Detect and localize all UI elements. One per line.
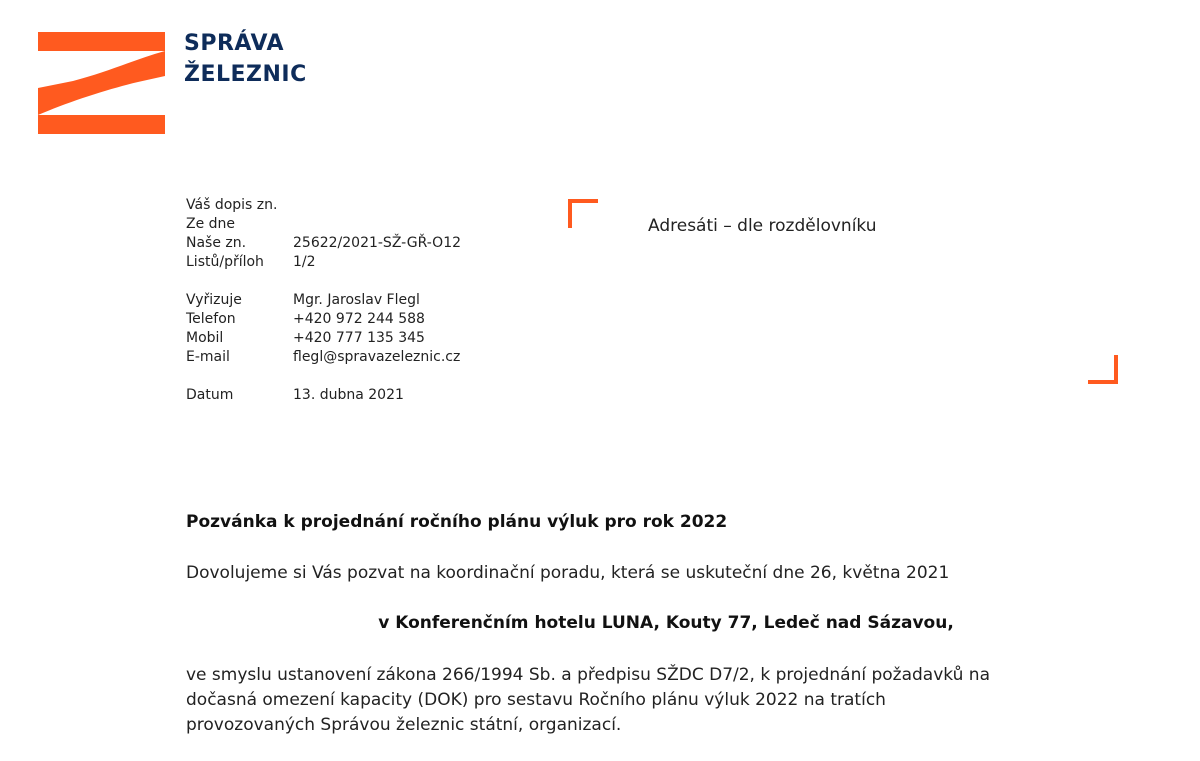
company-logo-text xyxy=(184,28,307,90)
meta-row-date-of xyxy=(186,215,461,234)
meta-label: Datum xyxy=(186,387,234,403)
brand-line-1: SPRÁVA xyxy=(184,31,285,56)
meta-value: 1/2 xyxy=(293,254,316,270)
meta-row-phone xyxy=(186,310,461,329)
meta-spacer xyxy=(186,272,461,291)
meta-row-our-ref xyxy=(186,234,461,253)
meta-label: Ze dne xyxy=(186,216,236,232)
meta-label: Váš dopis zn. xyxy=(186,197,278,213)
reference-block xyxy=(186,196,461,405)
meta-value: +420 777 135 345 xyxy=(293,330,425,346)
meta-label: Vyřizuje xyxy=(186,292,242,308)
meta-spacer xyxy=(186,367,461,386)
meta-row-date xyxy=(186,386,461,405)
meta-row-mobile xyxy=(186,329,461,348)
brand-line-2: ŽELEZNIC xyxy=(184,62,307,87)
body-line: ve smyslu ustanovení zákona 266/1994 Sb. a předpisu SŽDC D7/2, k projednání požadavků na xyxy=(186,665,990,685)
meta-label: Naše zn. xyxy=(186,235,247,251)
letter-subject: Pozvánka k projednání ročního plánu výluk pro rok 2022 xyxy=(186,512,728,532)
meta-label: Listů/příloh xyxy=(186,254,264,270)
addressee: Adresáti – dle rozdělovníku xyxy=(648,216,877,236)
meta-row-your-ref xyxy=(186,196,461,215)
address-window-top-left-corner xyxy=(568,199,598,228)
meta-value: +420 972 244 588 xyxy=(293,311,425,327)
venue-line: v Konferenčním hotelu LUNA, Kouty 77, Ledeč nad Sázavou, xyxy=(378,613,954,633)
meta-row-pages xyxy=(186,253,461,272)
invitation-sentence: Dovolujeme si Vás pozvat na koordinační poradu, která se uskuteční dne 26, května 2021 xyxy=(186,563,950,583)
meta-label: Mobil xyxy=(186,330,224,346)
meta-label: Telefon xyxy=(186,311,236,327)
meta-value: 13. dubna 2021 xyxy=(293,387,404,403)
email-value: flegl@spravazeleznic.cz xyxy=(293,349,461,365)
meta-value: Mgr. Jaroslav Flegl xyxy=(293,292,420,308)
body-line: provozovaných Správou železnic státní, organizací. xyxy=(186,715,622,735)
meta-label: E-mail xyxy=(186,349,230,365)
meta-row-email xyxy=(186,348,461,367)
meta-value: 25622/2021-SŽ-GŘ-O12 xyxy=(293,235,462,251)
meta-row-handled-by xyxy=(186,291,461,310)
address-window-bottom-right-corner xyxy=(1088,355,1118,384)
body-line: dočasná omezení kapacity (DOK) pro sestavu Ročního plánu výluk 2022 na tratích xyxy=(186,690,886,710)
letter-body xyxy=(186,663,1146,738)
company-logo-mark xyxy=(38,32,168,134)
